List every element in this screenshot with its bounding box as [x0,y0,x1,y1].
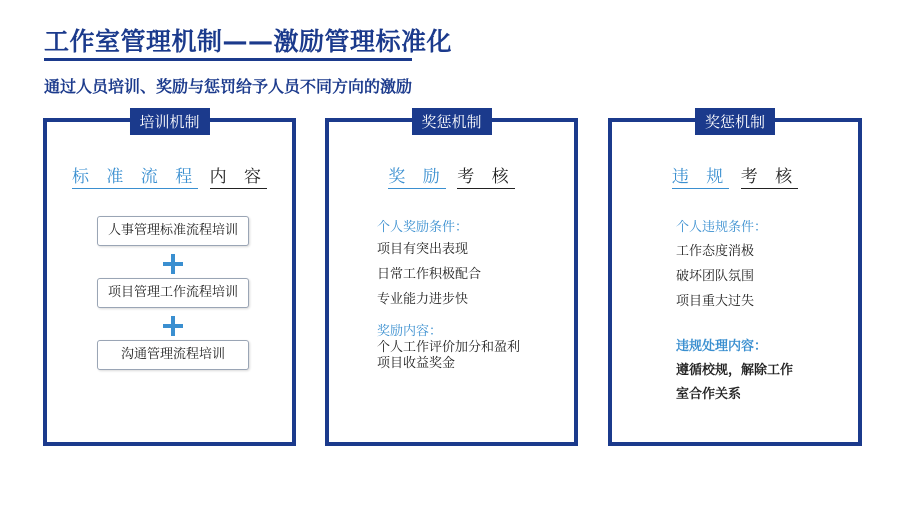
plus-icon [163,254,183,274]
reward-heading-blue: 奖 励 [388,167,446,187]
violation-content-item: 遵循校规，解除工作 [676,363,794,378]
reward-tag: 奖惩机制 [411,108,491,135]
violation-tag: 奖惩机制 [695,108,775,135]
reward-condition-item: 项目有突出表现 [377,242,469,257]
violation-condition-label: 个人违规条件： [676,220,768,235]
violation-heading-blue: 违 规 [671,167,730,187]
reward-condition-item: 专业能力进步快 [377,292,469,307]
reward-heading-dark: 考 核 [457,167,515,187]
violation-condition-item: 破坏团队氛围 [676,269,755,284]
reward-content-item: 个人工作评价加分和盈利 [377,340,521,355]
page-subtitle: 通过人员培训、奖励与惩罚给予人员不同方向的激励 [44,77,413,96]
title-underline [44,58,412,61]
violation-panel [608,113,862,446]
reward-content-label: 奖励内容： [377,324,443,339]
training-step-project: 项目管理工作流程培训 [97,278,249,308]
violation-content-item: 室合作关系 [676,387,742,402]
violation-heading-dark: 考 核 [740,167,799,187]
violation-heading [612,162,858,187]
training-heading-blue: 标 准 流 程 [71,167,199,187]
training-heading-dark: 内 容 [209,167,268,187]
reward-panel [325,113,578,446]
plus-icon [163,316,183,336]
reward-content-item: 项目收益奖金 [377,356,456,371]
reward-condition-item: 日常工作积极配合 [377,267,482,282]
training-step-communication: 沟通管理流程培训 [97,340,249,370]
training-step-hr: 人事管理标准流程培训 [97,216,249,246]
reward-condition-label: 个人奖励条件： [377,220,469,235]
violation-condition-item: 项目重大过失 [676,294,755,309]
violation-condition-item: 工作态度消极 [676,244,755,259]
violation-content-label: 违规处理内容： [676,339,768,354]
reward-heading [329,162,574,187]
training-tag: 培训机制 [129,108,209,135]
training-heading [47,162,292,187]
training-panel [43,113,296,446]
page-title: 工作室管理机制——激励管理标准化 [44,27,453,56]
